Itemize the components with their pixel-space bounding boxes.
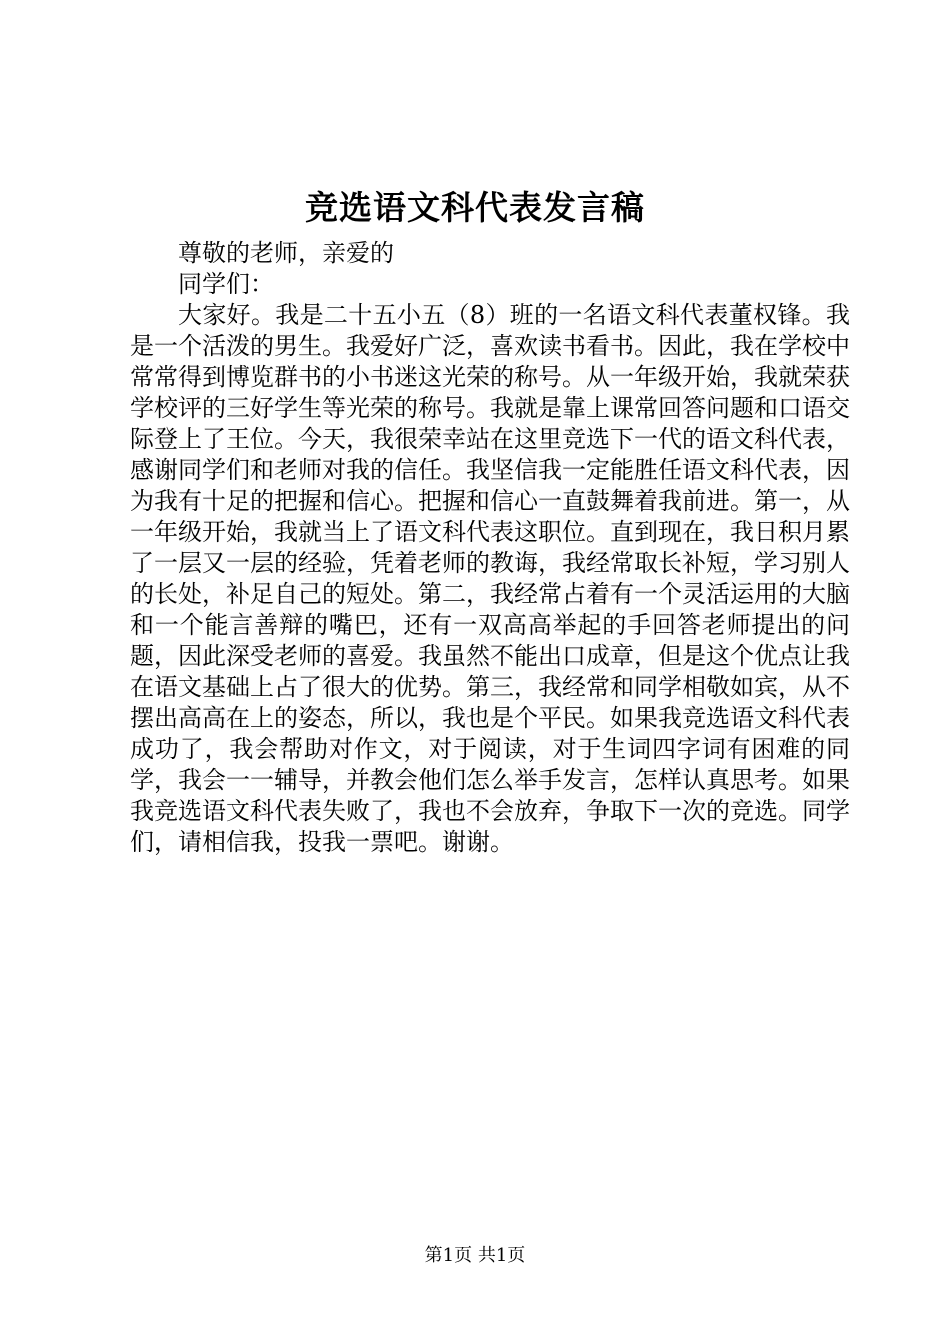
salutation-line-1: 尊敬的老师，亲爱的 [178, 239, 394, 267]
page-footer: 第1页 共1页 [424, 1245, 526, 1266]
speech-paragraph: 大家好。我是二十五小五（8）班的一名语文科代表董权锋。我是一个活泼的男生。我爱好广泛，喜欢读书看书。因此，我在学校中常常得到博览群书的小书迷这光荣的称号。从一年级开始，我就荣获学校评的三好学生等光荣的称号。我就是靠上课常回答问题和口语交际登上了王位。今天，我很荣幸站在这里竞选下一代的语文科代表，感谢同学们和老师对我的信任。我坚信我一定能胜任语文科代表，因为我有十足的把握和信心。把握和信心一直鼓舞着我前进。第一，从一年级开始，我就当上了语文科代表这职位。直到现在，我日积月累了一层又一层的经验，凭着老师的教诲，我经常取长补短，学习别人的长处，补足自己的短处。第二，我经常占着有一个灵活运用的大脑和一个能言善辩的嘴巴，还有一双高高举起的手回答老师提出的问题，因此深受老师的喜爱。我虽然不能出口成章，但是这个优点让我在语文基础上占了很大的优势。第三，我经常和同学相敬如宾，从不摆出高高在上的姿态，所以，我也是个平民。如果我竞选语文科代表成功了，我会帮助对作文，对于阅读，对于生词四字词有困难的同学，我会一一辅导，并教会他们怎么举手发言，怎样认真思考。如果我竞选语文科代表失败了，我也不会放弃，争取下一次的竞选。同学们，请相信我，投我一票吧。谢谢。 [130, 301, 850, 856]
document-title: 竞选语文科代表发言稿 [305, 188, 645, 227]
salutation-line-2: 同学们： [178, 270, 274, 298]
document-body [130, 238, 850, 858]
